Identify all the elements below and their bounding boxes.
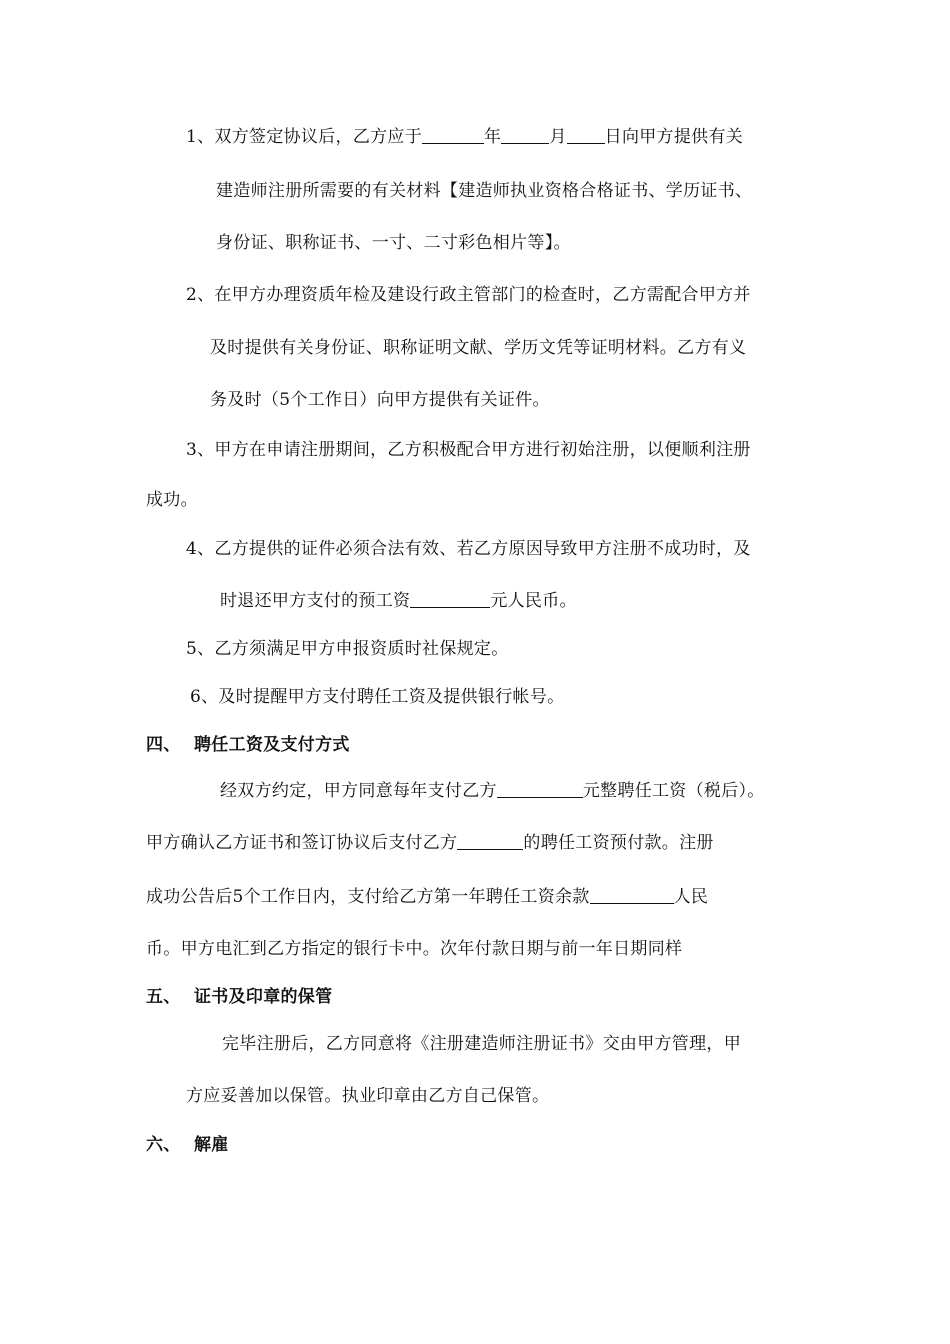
item-1-line-2: 建造师注册所需要的有关材料【建造师执业资格合格证书、学历证书、 bbox=[216, 181, 753, 201]
item-4-line-1: 4、乙方提供的证件必须合法有效、若乙方原因导致甲方注册不成功时，及 bbox=[186, 539, 751, 559]
balance-payment-blank bbox=[590, 887, 674, 904]
section-6-heading bbox=[146, 1134, 229, 1156]
annual-salary-blank bbox=[497, 781, 583, 798]
section-4-line-4: 币。甲方电汇到乙方指定的银行卡中。次年付款日期与前一年日期同样 bbox=[146, 939, 683, 959]
month-blank bbox=[501, 127, 549, 144]
item-1-text-c: 月 bbox=[549, 127, 567, 147]
item-6-line: 6、及时提醒甲方支付聘任工资及提供银行帐号。 bbox=[190, 687, 565, 707]
year-blank bbox=[422, 127, 484, 144]
item-2-line-1: 2、在甲方办理资质年检及建设行政主管部门的检查时，乙方需配合甲方并 bbox=[186, 285, 751, 305]
section-4-text-1a: 经双方约定，甲方同意每年支付乙方 bbox=[220, 781, 497, 801]
section-4-number: 四、 bbox=[146, 735, 181, 755]
section-4-line-3 bbox=[146, 886, 708, 908]
section-4-line-2 bbox=[146, 832, 714, 854]
prepayment-blank bbox=[410, 591, 490, 608]
section-5-number: 五、 bbox=[146, 987, 181, 1007]
item-2-line-2: 及时提供有关身份证、职称证明文献、学历文凭等证明材料。乙方有义 bbox=[210, 338, 747, 358]
section-4-line-1 bbox=[220, 780, 765, 802]
section-5-heading bbox=[146, 986, 332, 1008]
section-4-heading bbox=[146, 734, 350, 756]
section-4-text-1b: 元整聘任工资（税后）。 bbox=[582, 781, 765, 801]
item-2-line-3: 务及时（5个工作日）向甲方提供有关证件。 bbox=[210, 390, 550, 410]
section-6-number: 六、 bbox=[146, 1135, 181, 1155]
section-6-title: 解雇 bbox=[194, 1135, 229, 1155]
section-5-line-1: 完毕注册后，乙方同意将《注册建造师注册证书》交由甲方管理，甲 bbox=[222, 1034, 741, 1054]
section-4-text-3a: 成功公告后5个工作日内，支付给乙方第一年聘任工资余款 bbox=[146, 887, 590, 907]
section-4-title: 聘任工资及支付方式 bbox=[194, 735, 350, 755]
section-5-line-2: 方应妥善加以保管。执业印章由乙方自己保管。 bbox=[186, 1086, 550, 1106]
item-1-line-3: 身份证、职称证书、一寸、二寸彩色相片等】。 bbox=[216, 233, 571, 253]
item-1-text-d: 日向甲方提供有关 bbox=[604, 127, 744, 147]
section-4-text-2a: 甲方确认乙方证书和签订协议后支付乙方 bbox=[146, 833, 458, 853]
item-3-line-1: 3、甲方在申请注册期间，乙方积极配合甲方进行初始注册，以便顺利注册 bbox=[186, 440, 751, 460]
item-5-line: 5、乙方须满足甲方申报资质时社保规定。 bbox=[186, 639, 509, 659]
day-blank bbox=[567, 127, 605, 144]
item-4-line-2 bbox=[220, 590, 577, 612]
item-3-line-2: 成功。 bbox=[146, 490, 198, 510]
section-5-title: 证书及印章的保管 bbox=[194, 987, 333, 1007]
section-4-text-2b: 的聘任工资预付款。注册 bbox=[523, 833, 714, 853]
item-1-text-a: 1、双方签定协议后，乙方应于 bbox=[186, 127, 423, 147]
item-1-text-b: 年 bbox=[484, 127, 502, 147]
item-4-text-b: 元人民币。 bbox=[490, 591, 577, 611]
item-4-text-a: 时退还甲方支付的预工资 bbox=[220, 591, 411, 611]
item-1-line-1 bbox=[186, 126, 743, 148]
section-4-text-3b: 人民 bbox=[673, 887, 709, 907]
advance-payment-blank bbox=[457, 833, 523, 850]
